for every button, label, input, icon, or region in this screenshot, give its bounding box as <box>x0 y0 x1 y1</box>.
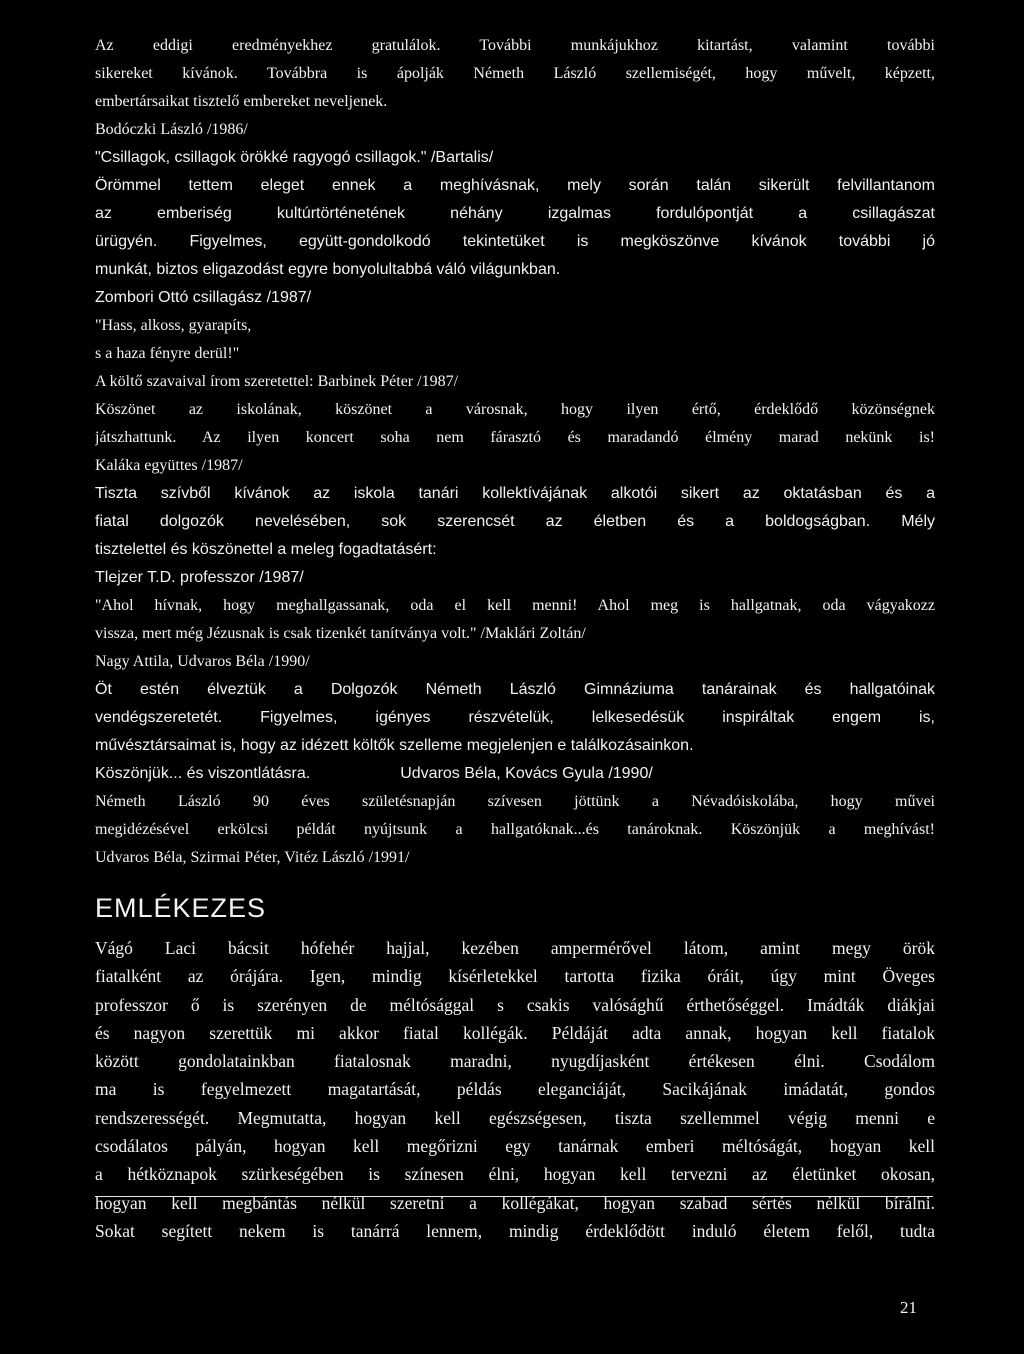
signature: Tlejzer T.D. professzor /1987/ <box>95 569 304 586</box>
guestbook-entry-udvaros-szirmai-vitez <box>95 788 935 872</box>
guestbook-entry-nagy-udvaros <box>95 592 935 676</box>
text-line: vendégszeretetét. Figyelmes, igényes részvételük, lelkesedésük inspiráltak engem is, <box>95 709 935 726</box>
text-line: Örömmel tettem eleget ennek a meghívásnak, mely során talán sikerült felvillantanom <box>95 177 935 194</box>
text-line: sikereket kívánok. Továbbra is ápolják Németh László szellemiségét, hogy művelt, képzett, <box>95 65 935 82</box>
text-line: Az eddigi eredményekhez gratulálok. További munkájukhoz kitartást, valamint további <box>95 37 935 54</box>
quote-line: "Csillagok, csillagok örökké ragyogó csillagok." /Bartalis/ <box>95 149 494 166</box>
signature: Zombori Ottó csillagász /1987/ <box>95 289 312 306</box>
page-number: 21 <box>900 1298 917 1317</box>
text-line: a hétköznapok szürkeségében is színesen élni, hogyan kell tervezni az életünket okosan, <box>95 1164 935 1185</box>
text-line: Sokat segített nekem is tanárrá lennem, mindig érdeklődött induló életem felől, tudta <box>95 1220 935 1241</box>
closing-text: Köszönjük... és viszontlátásra. <box>95 765 311 782</box>
memorial-paragraph <box>95 934 935 1245</box>
text-line: fiatal dolgozók nevelésében, sok szerencsét az életben és a boldogságban. Mély <box>95 513 935 530</box>
text-line: megidézésével erkölcsi példát nyújtsunk a hallgatóknak...és tanároknak. Köszönjük a meghívást! <box>95 821 935 838</box>
guestbook-entry-zombori <box>95 144 935 312</box>
signature: Bodóczki László /1986/ <box>95 121 248 138</box>
text-line: között gondolatainkban fiatalosnak maradni, nyugdíjasként értékesen élni. Csodálom <box>95 1051 935 1072</box>
text-line: ma is fegyelmezett magatartását, példás eleganciáját, Sacikájának imádatát, gondos <box>95 1079 935 1100</box>
closing-line <box>95 760 935 788</box>
text-line: fiatalként az órájára. Igen, mindig kísérletekkel tartotta fizika óráit, úgy mint Öveges <box>95 966 935 987</box>
text-line: hogyan kell megbántás nélkül szeretni a kollégákat, hogyan szabad sértés nélkül bírálni. <box>95 1192 935 1213</box>
text-line: professzor ő is szerényen de méltósággal s csakis valósághű érthetőséggel. Imádták diákjai <box>95 994 935 1015</box>
text-line: tisztelettel és köszönettel a meleg fogadtatásért: <box>95 541 437 558</box>
guestbook-entry-barbinek-kalaka <box>95 312 935 480</box>
text-line: Köszönet az iskolának, köszönet a városnak, hogy ilyen értő, érdeklődő közönségnek <box>95 401 935 418</box>
section-heading: EMLÉKEZES <box>95 893 267 923</box>
text-line: munkát, biztos eligazodást egyre bonyolultabbá váló világunkban. <box>95 261 561 278</box>
text-line: csodálatos pályán, hogyan kell megőrizni egy tanárnak emberi méltóságát, hogyan kell <box>95 1136 935 1157</box>
signature: Udvaros Béla, Szirmai Péter, Vitéz László /1991/ <box>95 849 410 866</box>
quote-line: s a haza fényre derül!" <box>95 345 240 362</box>
quote-line: "Ahol hívnak, hogy meghallgassanak, oda el kell menni! Ahol meg is hallgatnak, oda vágyakozz <box>95 597 935 614</box>
text-line: embertársaikat tisztelő embereket neveljenek. <box>95 93 388 110</box>
guestbook-entry-udvaros-kovacs <box>95 676 935 788</box>
text-line: ürügyén. Figyelmes, együtt-gondolkodó tekintetüket is megköszönve kívánok további jó <box>95 233 935 250</box>
guestbook-entry-bodoczki <box>95 32 935 144</box>
text-line: rendszerességét. Megmutatta, hogyan kell egészségesen, tiszta szellemmel végig menni e <box>95 1107 935 1128</box>
signature: A költő szavaival írom szeretettel: Barbinek Péter /1987/ <box>95 373 459 390</box>
text-line: Öt estén élveztük a Dolgozók Németh László Gimnáziuma tanárainak és hallgatóinak <box>95 681 935 698</box>
footnote-rule <box>95 1196 933 1197</box>
text-line: Tiszta szívből kívánok az iskola tanári kollektívájának alkotói sikert az oktatásban és a <box>95 485 935 502</box>
text-line: az emberiség kultúrtörténetének néhány izgalmas fordulópontját a csillagászat <box>95 205 935 222</box>
text-line: és nagyon szerettük mi akkor fiatal kollégák. Példáját adta annak, hogyan kell fiatalok <box>95 1022 935 1043</box>
signature: Kaláka együttes /1987/ <box>95 457 243 474</box>
guestbook-entry-tlejzer <box>95 480 935 592</box>
text-line: Vágó Laci bácsit hófehér hajjal, kezében ampermérővel látom, amint megy örök <box>95 938 935 958</box>
quote-line: vissza, mert még Jézusnak is csak tizenkét tanítványa volt." /Maklári Zoltán/ <box>95 625 586 642</box>
text-line: művésztársaimat is, hogy az idézett költők szelleme megjelenjen e találkozásainkon. <box>95 737 694 754</box>
signature: Nagy Attila, Udvaros Béla /1990/ <box>95 653 310 670</box>
text-line: Németh László 90 éves születésnapján szívesen jöttünk a Névadóiskolába, hogy művei <box>95 793 935 810</box>
signature: Udvaros Béla, Kovács Gyula /1990/ <box>400 765 653 782</box>
text-line: játszhattunk. Az ilyen koncert soha nem fárasztó és maradandó élmény marad nekünk is! <box>95 429 935 446</box>
page-content <box>95 32 935 1245</box>
quote-line: "Hass, alkoss, gyarapíts, <box>95 317 252 334</box>
